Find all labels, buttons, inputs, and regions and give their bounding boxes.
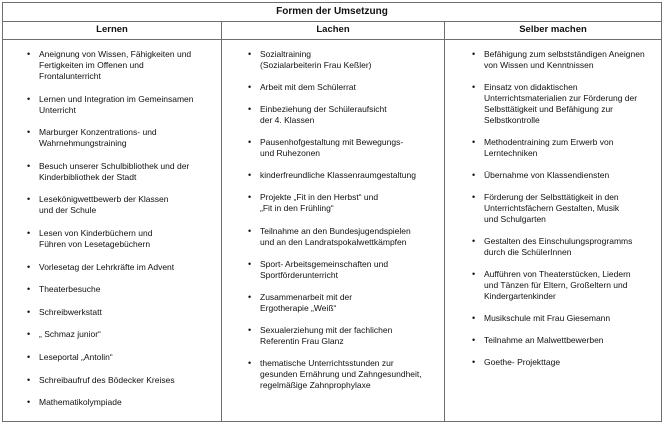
list-item xyxy=(472,49,660,71)
bullet-icon: • xyxy=(27,93,31,104)
bullet-icon: • xyxy=(27,227,31,238)
list-item xyxy=(27,261,225,273)
list-item xyxy=(27,329,225,340)
list-item xyxy=(472,313,660,324)
bullet-icon: • xyxy=(248,137,252,148)
list-item xyxy=(27,284,225,295)
table-title: Formen der Umsetzung xyxy=(3,3,661,22)
list-item xyxy=(27,194,225,216)
list-item xyxy=(472,170,660,181)
list-item xyxy=(472,236,660,258)
bullet-icon: • xyxy=(27,306,31,317)
list-item xyxy=(27,374,225,386)
list-item xyxy=(248,225,436,248)
list-item-text: Methodentraining zum Erwerb von Lerntechniken xyxy=(484,137,614,158)
umsetzung-table xyxy=(2,2,662,422)
bullet-icon: • xyxy=(472,192,476,202)
bullet-icon: • xyxy=(248,357,252,368)
list-item xyxy=(248,192,436,214)
bullet-icon: • xyxy=(27,284,31,295)
list-item xyxy=(472,269,660,302)
bullet-icon: • xyxy=(248,192,252,203)
list-item xyxy=(472,192,660,225)
list-item-text: Mathematikolympiade xyxy=(39,397,122,408)
list-item xyxy=(248,82,436,93)
list-item-text: Schreibaufruf des Bödecker Kreises xyxy=(39,374,175,385)
bullet-icon: • xyxy=(27,374,31,385)
list-item-text: Projekte „Fit in den Herbst“ und „Fit in den Frühling“ xyxy=(260,192,379,214)
list-item xyxy=(248,49,436,71)
list-item-text: Einsatz von didaktischen Unterrichtsmaterialien zur Förderung der Selbsttätigkeit und Befähigung zur Selbstkontrolle xyxy=(484,82,638,125)
list-item xyxy=(27,160,225,183)
list-item xyxy=(27,93,225,116)
list-item-text: Übernahme von Klassendiensten xyxy=(484,170,610,180)
bullet-icon: • xyxy=(472,236,476,246)
list-item-text: Vorlesetag der Lehrkräfte im Advent xyxy=(39,261,175,272)
list-item-text: Lesen von Kinderbüchern und Führen von Lesetagebüchern xyxy=(39,227,153,249)
list-item-text: Theaterbesuche xyxy=(39,284,101,295)
list-item-text: Teilnahme an den Bundesjugendspielen und an den Landratspokalwettkämpfen xyxy=(260,225,411,247)
list-item-text: Schreibwerkstatt xyxy=(39,306,102,317)
bullet-icon: • xyxy=(248,49,252,59)
bullet-icon: • xyxy=(472,313,476,323)
column-lachen-list xyxy=(248,49,436,417)
list-item-text: Einbeziehung der Schüleraufsicht der 4. Klassen xyxy=(260,104,387,126)
column-header-lachen: Lachen xyxy=(316,24,350,35)
bullet-icon: • xyxy=(472,82,476,92)
bullet-icon: • xyxy=(472,170,476,180)
bullet-icon: • xyxy=(248,225,252,236)
bullet-icon: • xyxy=(248,170,252,181)
bullet-icon: • xyxy=(472,137,476,147)
bullet-icon: • xyxy=(248,258,252,269)
list-item-text: Gestalten des Einschulungsprogramms durch die SchülerInnen xyxy=(484,236,633,257)
bullet-icon: • xyxy=(27,397,31,408)
list-item-text: Besuch unserer Schulbibliothek und der Kinderbibliothek der Stadt xyxy=(39,160,190,182)
list-item xyxy=(472,335,660,346)
bullet-icon: • xyxy=(27,127,31,138)
bullet-icon: • xyxy=(248,291,252,302)
bullet-icon: • xyxy=(27,194,31,205)
column-lernen-list xyxy=(27,49,225,417)
bullet-icon: • xyxy=(248,104,252,115)
bullet-icon: • xyxy=(27,261,31,272)
list-item-text: Leseportal „Antolin“ xyxy=(39,351,113,362)
list-item-text: Arbeit mit dem Schülerrat xyxy=(260,82,356,93)
list-item-text: Aneignung von Wissen, Fähigkeiten und Fertigkeiten im Offenen und Frontalunterricht xyxy=(39,49,192,81)
list-item xyxy=(27,227,225,250)
list-item xyxy=(248,357,436,391)
list-item xyxy=(27,306,225,318)
list-item-text: Förderung der Selbsttätigkeit in den Unterrichtsfächern Gestalten, Musik und Schulgarten xyxy=(484,192,620,224)
list-item-text: Sozialtraining (Sozialarbeiterin Frau Keßler) xyxy=(260,49,372,70)
bullet-icon: • xyxy=(248,324,252,335)
list-item-text: Lernen und Integration im Gemeinsamen Unterricht xyxy=(39,93,194,115)
list-item-text: Zusammenarbeit mit der Ergotherapie „Weiß“ xyxy=(260,291,353,313)
list-item xyxy=(27,397,225,408)
bullet-icon: • xyxy=(27,351,31,362)
list-item xyxy=(27,351,225,363)
bullet-icon: • xyxy=(27,160,31,171)
list-item xyxy=(472,82,660,126)
list-item xyxy=(472,357,660,368)
column-header-selber-machen: Selber machen xyxy=(519,24,587,35)
list-item-text: Goethe- Projekttage xyxy=(484,357,561,367)
list-item-text: kinderfreundliche Klassenraumgestaltung xyxy=(260,170,416,181)
bullet-icon: • xyxy=(472,335,476,345)
column-header-row xyxy=(3,21,661,40)
list-item-text: Sport- Arbeitsgemeinschaften und Sportförderunterricht xyxy=(260,258,389,280)
list-item xyxy=(248,137,436,159)
bullet-icon: • xyxy=(248,82,252,93)
list-item-text: Lesekönigwettbewerb der Klassen und der Schule xyxy=(39,194,169,216)
list-item-text: Sexualerziehung mit der fachlichen Referentin Frau Glanz xyxy=(260,324,393,346)
column-selber-machen-list xyxy=(472,49,660,417)
column-header-lernen: Lernen xyxy=(96,24,128,35)
column-divider xyxy=(444,21,445,421)
list-item-text: Marburger Konzentrations- und Wahrnehmungstraining xyxy=(39,127,157,149)
list-item-text: Befähigung zum selbstständigen Aneignen von Wissen und Kenntnissen xyxy=(484,49,645,70)
bullet-icon: • xyxy=(472,269,476,279)
list-item xyxy=(248,170,436,181)
bullet-icon: • xyxy=(472,357,476,367)
list-item-text: Musikschule mit Frau Giesemann xyxy=(484,313,611,323)
bullet-icon: • xyxy=(27,49,31,59)
list-item xyxy=(248,291,436,314)
list-item-text: Teilnahme an Malwettbewerben xyxy=(484,335,604,345)
bullet-icon: • xyxy=(27,329,31,340)
list-item-text: Pausenhofgestaltung mit Bewegungs- und Ruhezonen xyxy=(260,137,404,159)
list-item xyxy=(472,137,660,159)
list-item-text: Aufführen von Theaterstücken, Liedern und Tänzen für Eltern, Großeltern und Kindergartenkinder xyxy=(484,269,631,301)
bullet-icon: • xyxy=(472,49,476,59)
list-item xyxy=(27,127,225,149)
list-item xyxy=(248,324,436,347)
list-item-text: thematische Unterrichtsstunden zur gesunden Ernährung und Zahngesundheit, regelmäßige Zahnprophylaxe xyxy=(260,357,422,390)
list-item xyxy=(248,104,436,126)
list-item-text: „ Schmaz junior“ xyxy=(39,329,101,340)
list-item xyxy=(27,49,225,82)
list-item xyxy=(248,258,436,281)
